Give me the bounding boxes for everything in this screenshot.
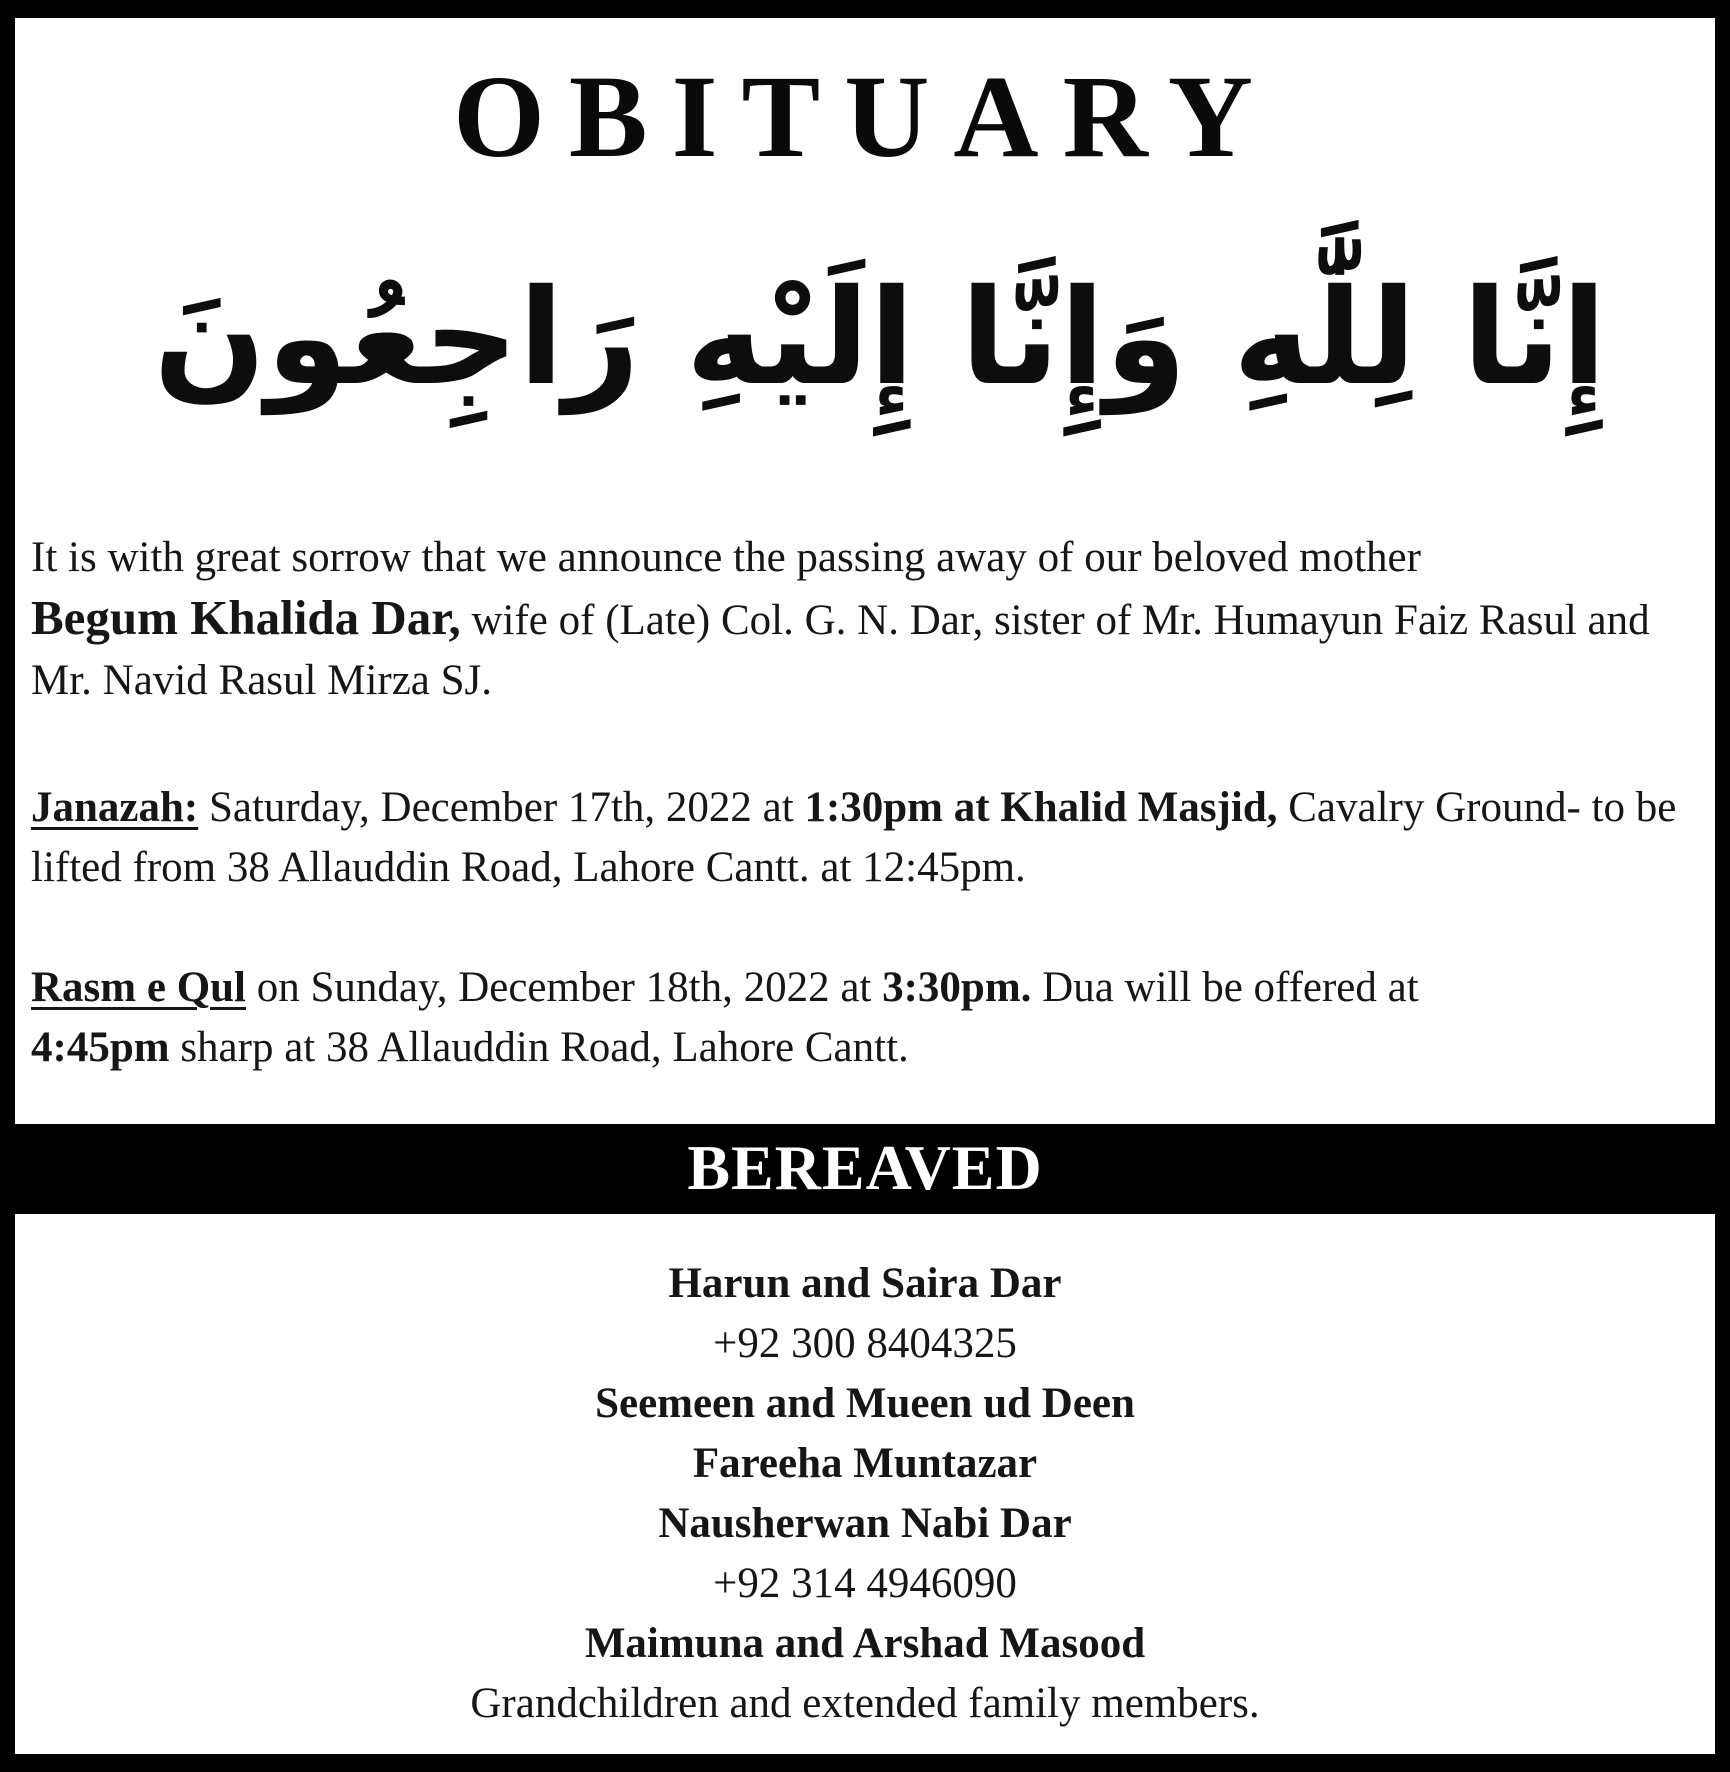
calligraphy-text: إِنَّا لِلَّٰهِ وَإِنَّا إِلَيْهِ رَاجِعُونَ xyxy=(153,261,1607,415)
deceased-name: Begum Khalida Dar, xyxy=(31,590,461,645)
janazah-details: Cavalry Ground- to be lifted from 38 Allauddin Road, Lahore Cantt. at 12:45pm. xyxy=(31,784,1677,891)
bereaved-entry: Grandchildren and extended family members. xyxy=(470,1680,1260,1727)
bereaved-panel xyxy=(15,1214,1715,1754)
bereaved-heading: BEREAVED xyxy=(687,1132,1043,1203)
dua-text: Dua will be offered at xyxy=(1042,964,1419,1011)
bereaved-phone: +92 300 8404325 xyxy=(713,1320,1017,1367)
janazah-date: Saturday, December 17th, 2022 at xyxy=(208,784,794,831)
rasm-details: sharp at 38 Allauddin Road, Lahore Cantt. xyxy=(180,1024,909,1071)
arabic-calligraphy xyxy=(153,218,1607,468)
page-title: OBITUARY xyxy=(453,51,1277,182)
rasm-paragraph xyxy=(31,958,1701,1078)
bereaved-entry: Nausherwan Nabi Dar xyxy=(658,1500,1072,1547)
janazah-label: Janazah: xyxy=(31,784,199,831)
rasm-label: Rasm e Qul xyxy=(31,964,246,1011)
deceased-relations: wife of (Late) Col. G. N. Dar, sister of Mr. Humayun Faiz Rasul and Mr. Navid Rasul Mirza SJ. xyxy=(31,597,1650,704)
bereaved-entry: Seemeen and Mueen ud Deen xyxy=(595,1380,1135,1427)
rasm-date: on Sunday, December 18th, 2022 at xyxy=(256,964,872,1011)
bereaved-entry: Maimuna and Arshad Masood xyxy=(584,1620,1146,1667)
bereaved-list xyxy=(15,1254,1715,1734)
announcement-intro: It is with great sorrow that we announce the passing away of our beloved mother xyxy=(31,534,1421,581)
bereaved-phone: +92 314 4946090 xyxy=(713,1560,1017,1607)
dua-time: 4:45pm xyxy=(31,1024,170,1071)
bereaved-entry: Fareeha Muntazar xyxy=(692,1440,1038,1487)
janazah-time-place: 1:30pm at Khalid Masjid, xyxy=(804,784,1278,831)
announcement-paragraph xyxy=(31,528,1701,711)
bereaved-entry: Harun and Saira Dar xyxy=(668,1260,1062,1307)
rasm-time: 3:30pm. xyxy=(882,964,1032,1011)
announcement-panel xyxy=(15,18,1715,1124)
janazah-paragraph xyxy=(31,778,1701,898)
